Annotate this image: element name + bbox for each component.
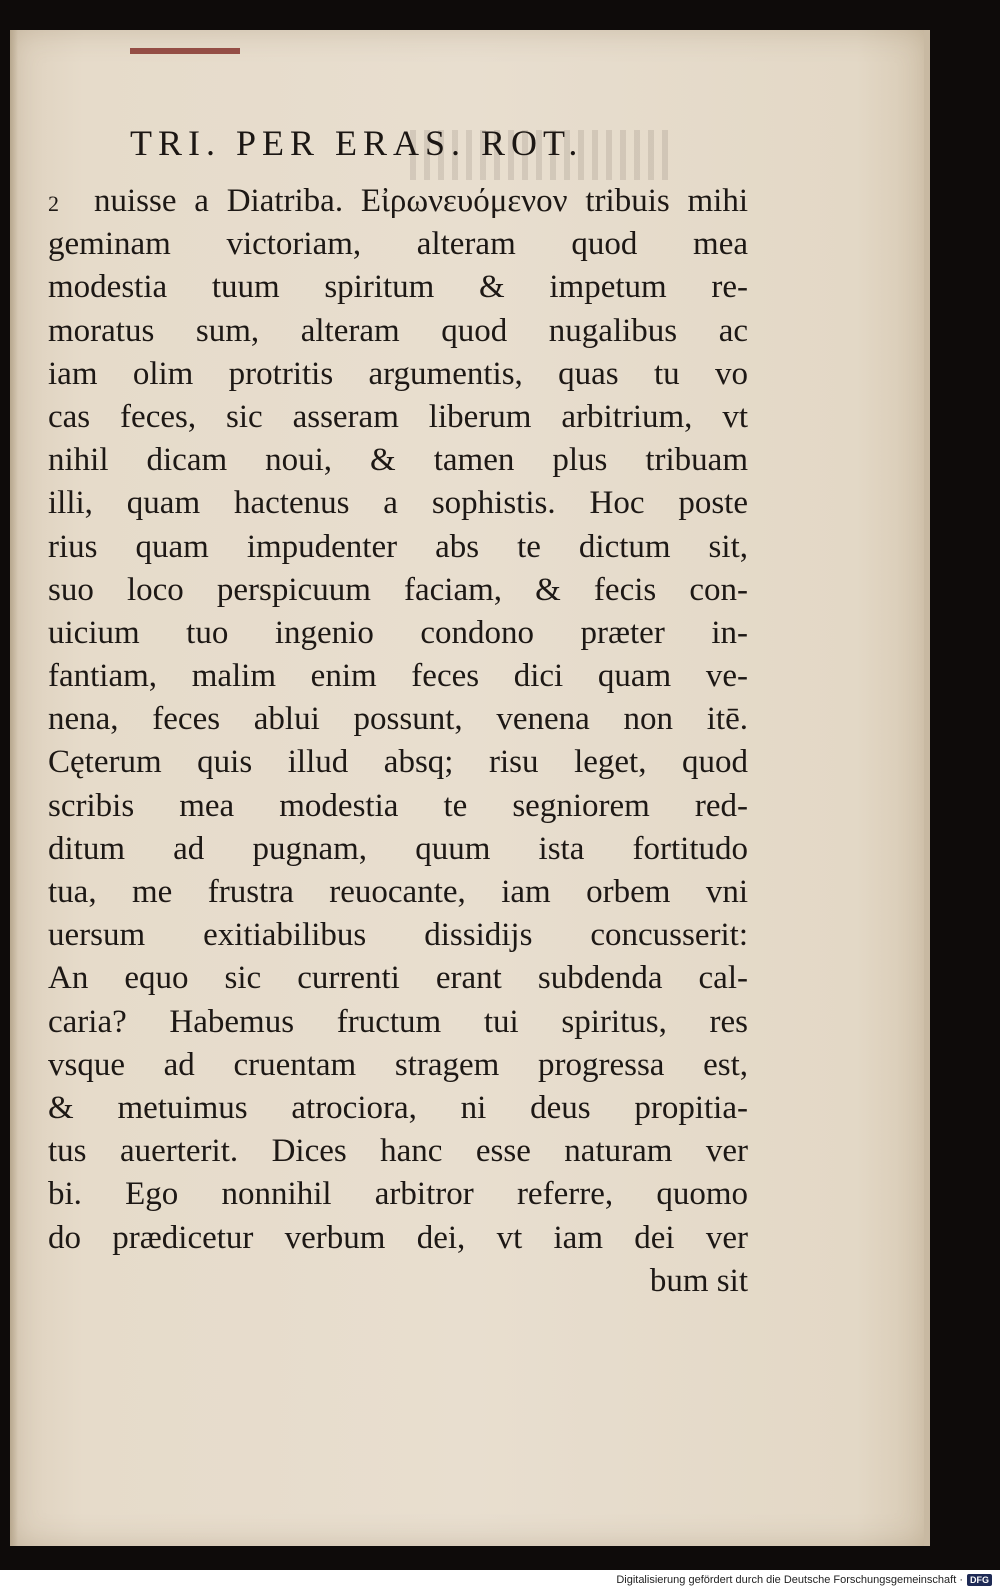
text-line: iam olim protritis argumentis, quas tu vo [48,355,748,392]
text-line: cas feces, sic asseram liberum arbitrium, vt [48,398,748,435]
text-line: Cęterum quis illud absq; risu leget, quod [48,744,748,781]
book-page [10,30,930,1546]
text-line: tus auerterit. Dices hanc esse naturam ver [48,1133,748,1170]
text-line: nena, feces ablui possunt, venena non itē. [48,701,748,738]
text-line: vsque ad cruentam stragem progressa est, [48,1046,748,1083]
text-line: nihil dicam noui, & tamen plus tribuam [48,442,748,479]
dfg-logo: DFG [967,1574,992,1586]
text-line: geminam victoriam, alteram quod mea [48,226,748,263]
text-line: scribis mea modestia te segniorem red- [48,787,748,824]
catchword: bum sit [649,1262,748,1299]
text-line: rius quam impudenter abs te dictum sit, [48,528,748,565]
signature-mark: 2 [48,191,59,216]
digitization-credit-bar [0,1570,1000,1590]
text-line [48,180,748,223]
text-line: An equo sic currenti erant subdenda cal- [48,960,748,997]
text-line: modestia tuum spiritum & impetum re- [48,269,748,306]
text-line: illi, quam hactenus a sophistis. Hoc poste [48,485,748,522]
text-block [48,180,748,1303]
text-line: suo loco perspicuum faciam, & fecis con- [48,571,748,608]
text-line: tua, me frustra reuocante, iam orbem vni [48,874,748,910]
red-edge-mark [130,48,240,54]
text-line: bi. Ego nonnihil arbitror referre, quomo [48,1176,748,1213]
text-line: uicium tuo ingenio condono præter in- [48,614,748,651]
text-line: & metuimus atrociora, ni deus propitia- [48,1089,748,1126]
running-head: TRI. PER ERAS. ROT. [130,123,584,163]
text-line: fantiam, malim enim feces dici quam ve- [48,658,748,695]
text-line: moratus sum, alteram quod nugalibus ac [48,312,748,349]
credit-text: Digitalisierung gefördert durch die Deutsche Forschungsgemeinschaft · [616,1574,963,1586]
text-line: uersum exitiabilibus dissidijs concusserit: [48,917,748,954]
text-line-content: nuisse a Diatriba. Εἰρωνευόμενον tribuis mihi [94,183,748,219]
text-line: ditum ad pugnam, quum ista fortitudo [48,830,748,867]
text-line: caria? Habemus fructum tui spiritus, res [48,1003,748,1040]
page-fore-edge [924,30,930,1546]
page-gutter-shadow [10,30,18,1546]
text-line: do prædicetur verbum dei, vt iam dei ver [48,1219,748,1256]
